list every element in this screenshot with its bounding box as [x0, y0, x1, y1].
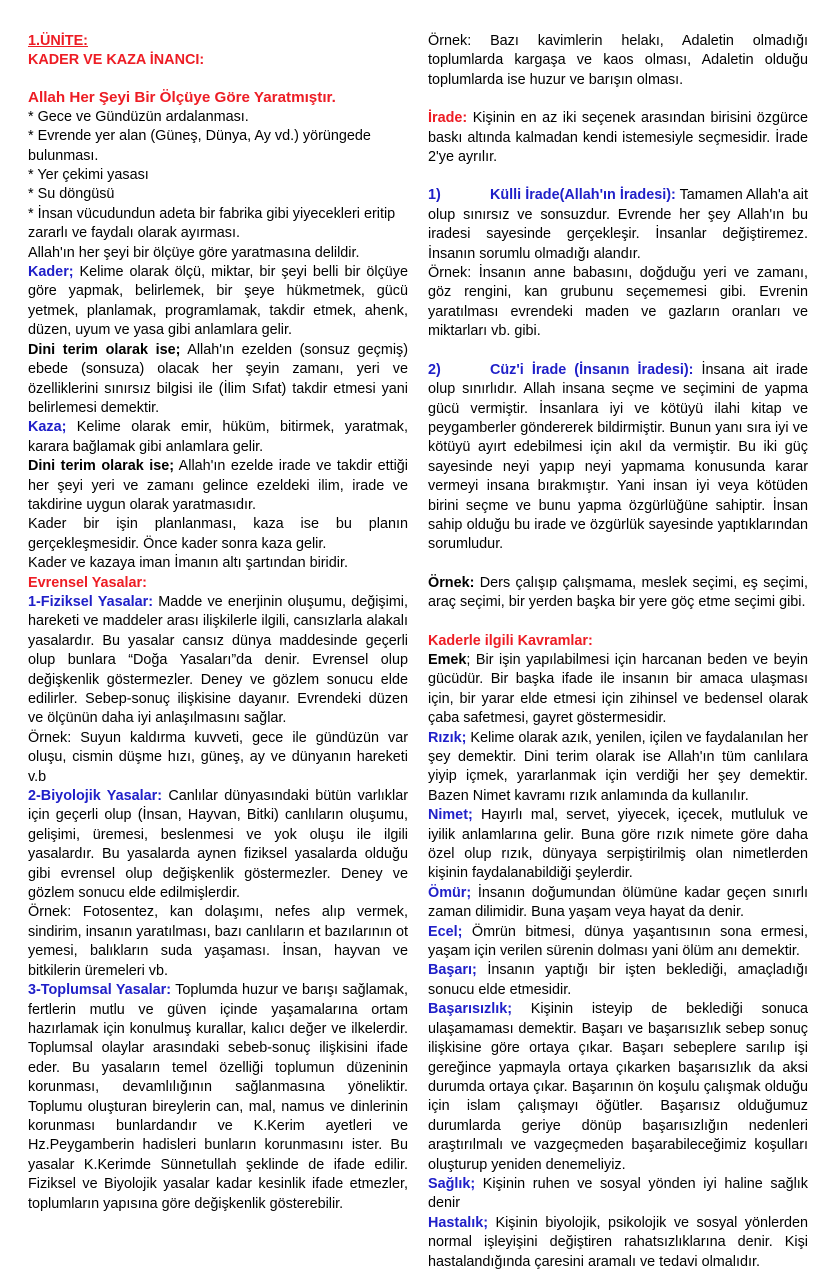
irade-type-term: Külli İrade(Allah'ın İradesi):: [490, 187, 676, 204]
concept-text: Ömrün bitmesi, dünya yaşantısının sona ermesi, yaşam için verilen sürenin dolması yani ölüm anı demektir.: [428, 923, 808, 960]
evrensel-yasalar-heading: Evrensel Yasalar:: [28, 574, 147, 591]
concept-term: Ecel;: [428, 923, 463, 940]
irade-type-paragraph: [428, 186, 808, 264]
law-text: Toplumda huzur ve barışı sağlamak, fertlerin mutlu ve güven içinde yaşamalarına ortam hazırlamak için konulmuş kurallar, kalıcı değer ve ilkelerdir. Toplumsal olaylar arasındaki sebeb-sonuç ilişkisini ifade eder. Bu yasaların temel özelliği toplumun düzeninin korunması, devamlılığının sağlanmasına yöneliktir. Toplumu oluşturan bireylerin can, mal, namus ve dinlerinin korunması bunlardandır ve K.Kerim ayetleri ve Hz.Peygamberin hadisleri bunların korunmasını ister. Bu yasalar K.Kerimde Sünnetullah şeklinde de ifade edilir. Fiziksel ve Biyolojik yasalar kadar kesinlik ifade etmezler, toplumların yapısına göre değişkenlik gösterebilir.: [28, 982, 408, 1212]
concept-text: İnsanın doğumundan ölümüne kadar geçen sınırlı zaman dilimidir. Buna yaşam veya hayat da denir.: [428, 884, 808, 921]
kader-term: Kader;: [28, 264, 74, 281]
concept-paragraph: [428, 651, 808, 729]
concept-paragraph: [428, 1000, 808, 1175]
bullet-item: * İnsan vücudundun adeta bir fabrika gibi yiyecekleri eritip zararlı ve faydalı olarak ayırması.: [28, 205, 396, 242]
concept-term: Emek: [428, 651, 467, 668]
concept-term: Hastalık;: [428, 1214, 488, 1231]
concept-paragraph: [428, 729, 808, 807]
concept-text: Kişinin ruhen ve sosyal yönden iyi haline sağlık denir: [428, 1175, 808, 1212]
law-example: Örnek: Fotosentez, kan dolaşımı, nefes alıp vermek, sindirim, insanın yaratılması, bazı canlıların et bazılarının ot yemesi, balıkların suda yaşaması. İnsan, hayvan ve bitkilerin üremeleri vb.: [28, 904, 408, 979]
kaza-dini-term: Dini terim olarak ise;: [28, 458, 174, 475]
irade-type-text: İnsana ait irade olup sınırlıdır. Allah insana seçme ve seçimini de yapma gücü vermiştir. İnsanlara iyi ve kötüyü ilahi kitap ve peygamberler göndererek bildirmiştir. Bunun yanı sıra iyi ve kötüyü ayırt edebilmesi için akıl da vermiştir. Bu iki güç sayesinde neyi yapıp neyi yapmama konusunda karar vermeyi insana bırakmıştır. Yani insan iyi veya kötüden birini seçme ve bunu yapma özgürlüğüne sahiptir. İnsan sahip olduğu bu irade ve özgürlük sayesinde yaptıklarından sorumludur.: [428, 361, 808, 553]
spacer: [428, 613, 808, 632]
irade-paragraph: [428, 109, 808, 167]
concept-term: Başarı;: [428, 962, 477, 979]
kader-text: Kelime olarak ölçü, miktar, bir şeyi belli bir ölçüye göre yapmak, belirlemek, bir şeye hükmetmek, gücü yetmek, planlamak, programlamak, takdir etmek, ahenk, düzen, uyum ve yasa gibi anlamlara gelir.: [28, 264, 408, 339]
concept-term: Sağlık;: [428, 1175, 476, 1192]
irade-term: İrade:: [428, 110, 468, 127]
two-column-layout: [28, 32, 808, 1272]
delil-line: Allah'ın her şeyi bir ölçüye göre yaratmasına delildir.: [28, 244, 360, 261]
iman-paragraph: Kader ve kazaya iman İmanın altı şartından biridir.: [28, 555, 348, 572]
kader-dini-paragraph: [28, 341, 408, 419]
concept-paragraph: [428, 884, 808, 923]
kavramlar-heading: Kaderle ilgili Kavramlar:: [428, 632, 593, 649]
irade-type-text: Tamamen Allah'a ait olup sınırsız ve sonsuzdur. Evrende her şey Allah'ın bu iradesi sayesinde gerçekleşir. İnsanlar değiştiremez. İnsanın sorumlu olmadığı alandır.: [428, 187, 808, 262]
cuzi-irade-example: [428, 574, 808, 613]
right-column: [428, 32, 808, 1272]
kaza-paragraph: [28, 418, 408, 457]
law-text: Madde ve enerjinin oluşumu, değişimi, hareketi ve maddeler arası ilişkilerle ilgili, cansızlarla alakalı yasalardır. Bu yasalar cansız dünya maddesinde geçerli olup bunlara “Doğa Yasaları”da denir. Evrensel olup değişkenlik göstermezler. Deney ve gözlem sonucu elde edilirler. Sebep-sonuç ilişkisine dayanır. Evrendeki düzen ve ölçünün daha iyi anlaşılmasını sağlar.: [28, 593, 408, 727]
kaza-term: Kaza;: [28, 419, 67, 436]
concept-punct: ;: [466, 651, 471, 668]
left-section-heading: Allah Her Şeyi Bir Ölçüye Göre Yaratmıştır.: [28, 88, 336, 106]
spacer: [428, 90, 808, 109]
irade-type-number: 2): [428, 361, 441, 378]
bullet-item: * Gece ve Gündüzün ardalanması.: [28, 108, 249, 125]
concept-paragraph: [428, 806, 808, 884]
irade-text: Kişinin en az iki seçenek arasından birisini özgürce baskı altında kalmadan kendi istemesiyle seçmesidir. İrade 2'ye ayrılır.: [428, 110, 808, 166]
unit-title: KADER VE KAZA İNANCI:: [28, 52, 205, 69]
spacer: [428, 167, 808, 186]
irade-type-number: 1): [428, 187, 441, 204]
concept-term: Rızık;: [428, 729, 467, 746]
kader-dini-text: Allah'ın ezelden (sonsuz geçmiş) ebede (sonsuza) olacak her şeyin zamanı, yeri ve özelliklerini sınırsız bilgisi ile (İlim Sıfat) takdir etmesi yani belirlemesi demektir.: [28, 341, 409, 416]
bullet-item: * Yer çekimi yasası: [28, 167, 149, 184]
concept-paragraph: [428, 961, 808, 1000]
law-term: 1-Fiziksel Yasalar:: [28, 593, 153, 610]
concept-paragraph: [428, 1175, 808, 1214]
left-column: [28, 32, 408, 1214]
concept-text: Hayırlı mal, servet, yiyecek, içecek, mutluluk ve iyilik anlamlarına gelir. Buna göre rızık nimete göre daha özel olup rızık, dünyaya serpiştirilmiş olan nimetlerden kişinin faydalanabildiği şeylerdir.: [428, 807, 808, 882]
concept-text: Kişinin isteyip de beklediği sonuca ulaşamaması demektir. Başarı ve başarısızlık sebep sonuç ilişkisine göre ortaya çıkar. Başarı sebeplere sarılıp işi gereğince yapmayla ortaya çıkarken başarısızlık da aksi durumda ortaya çıkar. Başarının ön koşulu çalışmak olduğu için islam çalışmayı öğütler. Başarısız olduğumuz durumlarda geriye dönüp başarısızlığın nedenleri araştırılmalı ve vazgeçmeden başarabileceğimiz koşulları oluşturup yeniden denemeliyiz.: [428, 1001, 808, 1173]
spacer: [428, 342, 808, 361]
toplumsal-example: Örnek: Bazı kavimlerin helakı, Adaletin olmadığı toplumlarda kargaşa ve kaos olması, Adaletin olduğu toplumlarda ise huzur ve barışın olması.: [428, 33, 808, 88]
irade-type-term: Cüz'i İrade (İnsanın İradesi):: [490, 361, 694, 378]
concept-paragraph: [428, 1214, 808, 1272]
law-paragraph: [28, 593, 408, 729]
law-term: 3-Toplumsal Yasalar:: [28, 982, 172, 999]
concept-paragraph: [428, 923, 808, 962]
kaza-dini-text: Allah'ın ezelde irade ve takdir ettiği her şeyi yeri ve zamanı gelince ezeldeki ilim, irade ve takdirine uygun olarak yaratmasıdır.: [28, 458, 408, 513]
irade-type-paragraph: [428, 361, 808, 555]
example-term: Örnek:: [428, 574, 475, 591]
concept-text: Bir işin yapılabilmesi için harcanan beden ve beyin gücüdür. Bir başka ifade ile insanın bir amaca ulaşması için, bir yarar elde etmesi için zihinsel ve bedensel olarak çaba safetmesi, gayret göstermesidir.: [428, 651, 808, 727]
concept-term: Nimet;: [428, 807, 473, 824]
bullet-item: * Su döngüsü: [28, 186, 115, 203]
unit-label: 1.ÜNİTE:: [28, 33, 88, 49]
concept-text: Kişinin biyolojik, psikolojik ve sosyal yönlerden normal işleyişini değiştiren rahatsızlıklarına denir. Kişi hastalandığında çaresini aramalı ve tedavi olmalıdır.: [428, 1214, 808, 1270]
irade-type-example: Örnek: İnsanın anne babasını, doğduğu yeri ve zamanı, göz rengini, kan grubunu seçememesi gibi. Evrenin yaratılması evrendeki maden ve gazların oranları ve miktarları vb. gibi.: [428, 265, 808, 340]
concept-text: İnsanın yaptığı bir işten beklediği, amaçladığı sonucu elde etmesidir.: [428, 962, 808, 998]
kaza-text: Kelime olarak emir, hüküm, bitirmek, yaratmak, karara bağlamak gibi anlamlara gelir.: [28, 419, 408, 455]
law-example: Örnek: Suyun kaldırma kuvveti, gece ile gündüzün var oluşu, cismin düşme hızı, güneş, ay ve dünyanın hareketi v.b: [28, 729, 408, 785]
example-text: Ders çalışıp çalışmama, meslek seçimi, eş seçimi, araç seçimi, bir yerden başka bir yere göç etme seçimi gibi.: [428, 574, 808, 611]
spacer: [428, 555, 808, 574]
law-paragraph: [28, 981, 408, 1214]
kader-paragraph: [28, 263, 408, 341]
spacer: [28, 71, 408, 88]
plan-paragraph: Kader bir işin planlanması, kaza ise bu planın gerçekleşmesidir. Önce kader sonra kaza gelir.: [28, 516, 408, 552]
kader-dini-term: Dini terim olarak ise;: [28, 341, 181, 358]
concept-term: Ömür;: [428, 884, 472, 901]
law-text: Canlılar dünyasındaki bütün varlıklar için geçerli olup (İnsan, Hayvan, Bitki) canlıların oluşumu, gelişimi, üremesi, beslenmesi ve yok oluşu ile ilgili yasalardır. Bu yasalarda aynen fiziksel yasalarda olduğu gibi evrensel olup değişkenlik göstermezler. Deney ve gözlem sonucu elde edilmişlerdir.: [28, 788, 408, 902]
concept-text: Kelime olarak azık, yenilen, içilen ve faydalanılan her şey demektir. Dini terim olarak ise Allah'ın tüm canlılara yiyip içmek, yararlanmak için verdiği her şey demektir. Bazen Nimet kavramı rızık anlamında da kullanılır.: [428, 729, 808, 804]
law-term: 2-Biyolojik Yasalar:: [28, 788, 163, 805]
concept-term: Başarısızlık;: [428, 1001, 512, 1018]
law-paragraph: [28, 787, 408, 903]
kaza-dini-paragraph: [28, 457, 408, 515]
bullet-item: * Evrende yer alan (Güneş, Dünya, Ay vd.) yörüngede bulunması.: [28, 128, 371, 164]
